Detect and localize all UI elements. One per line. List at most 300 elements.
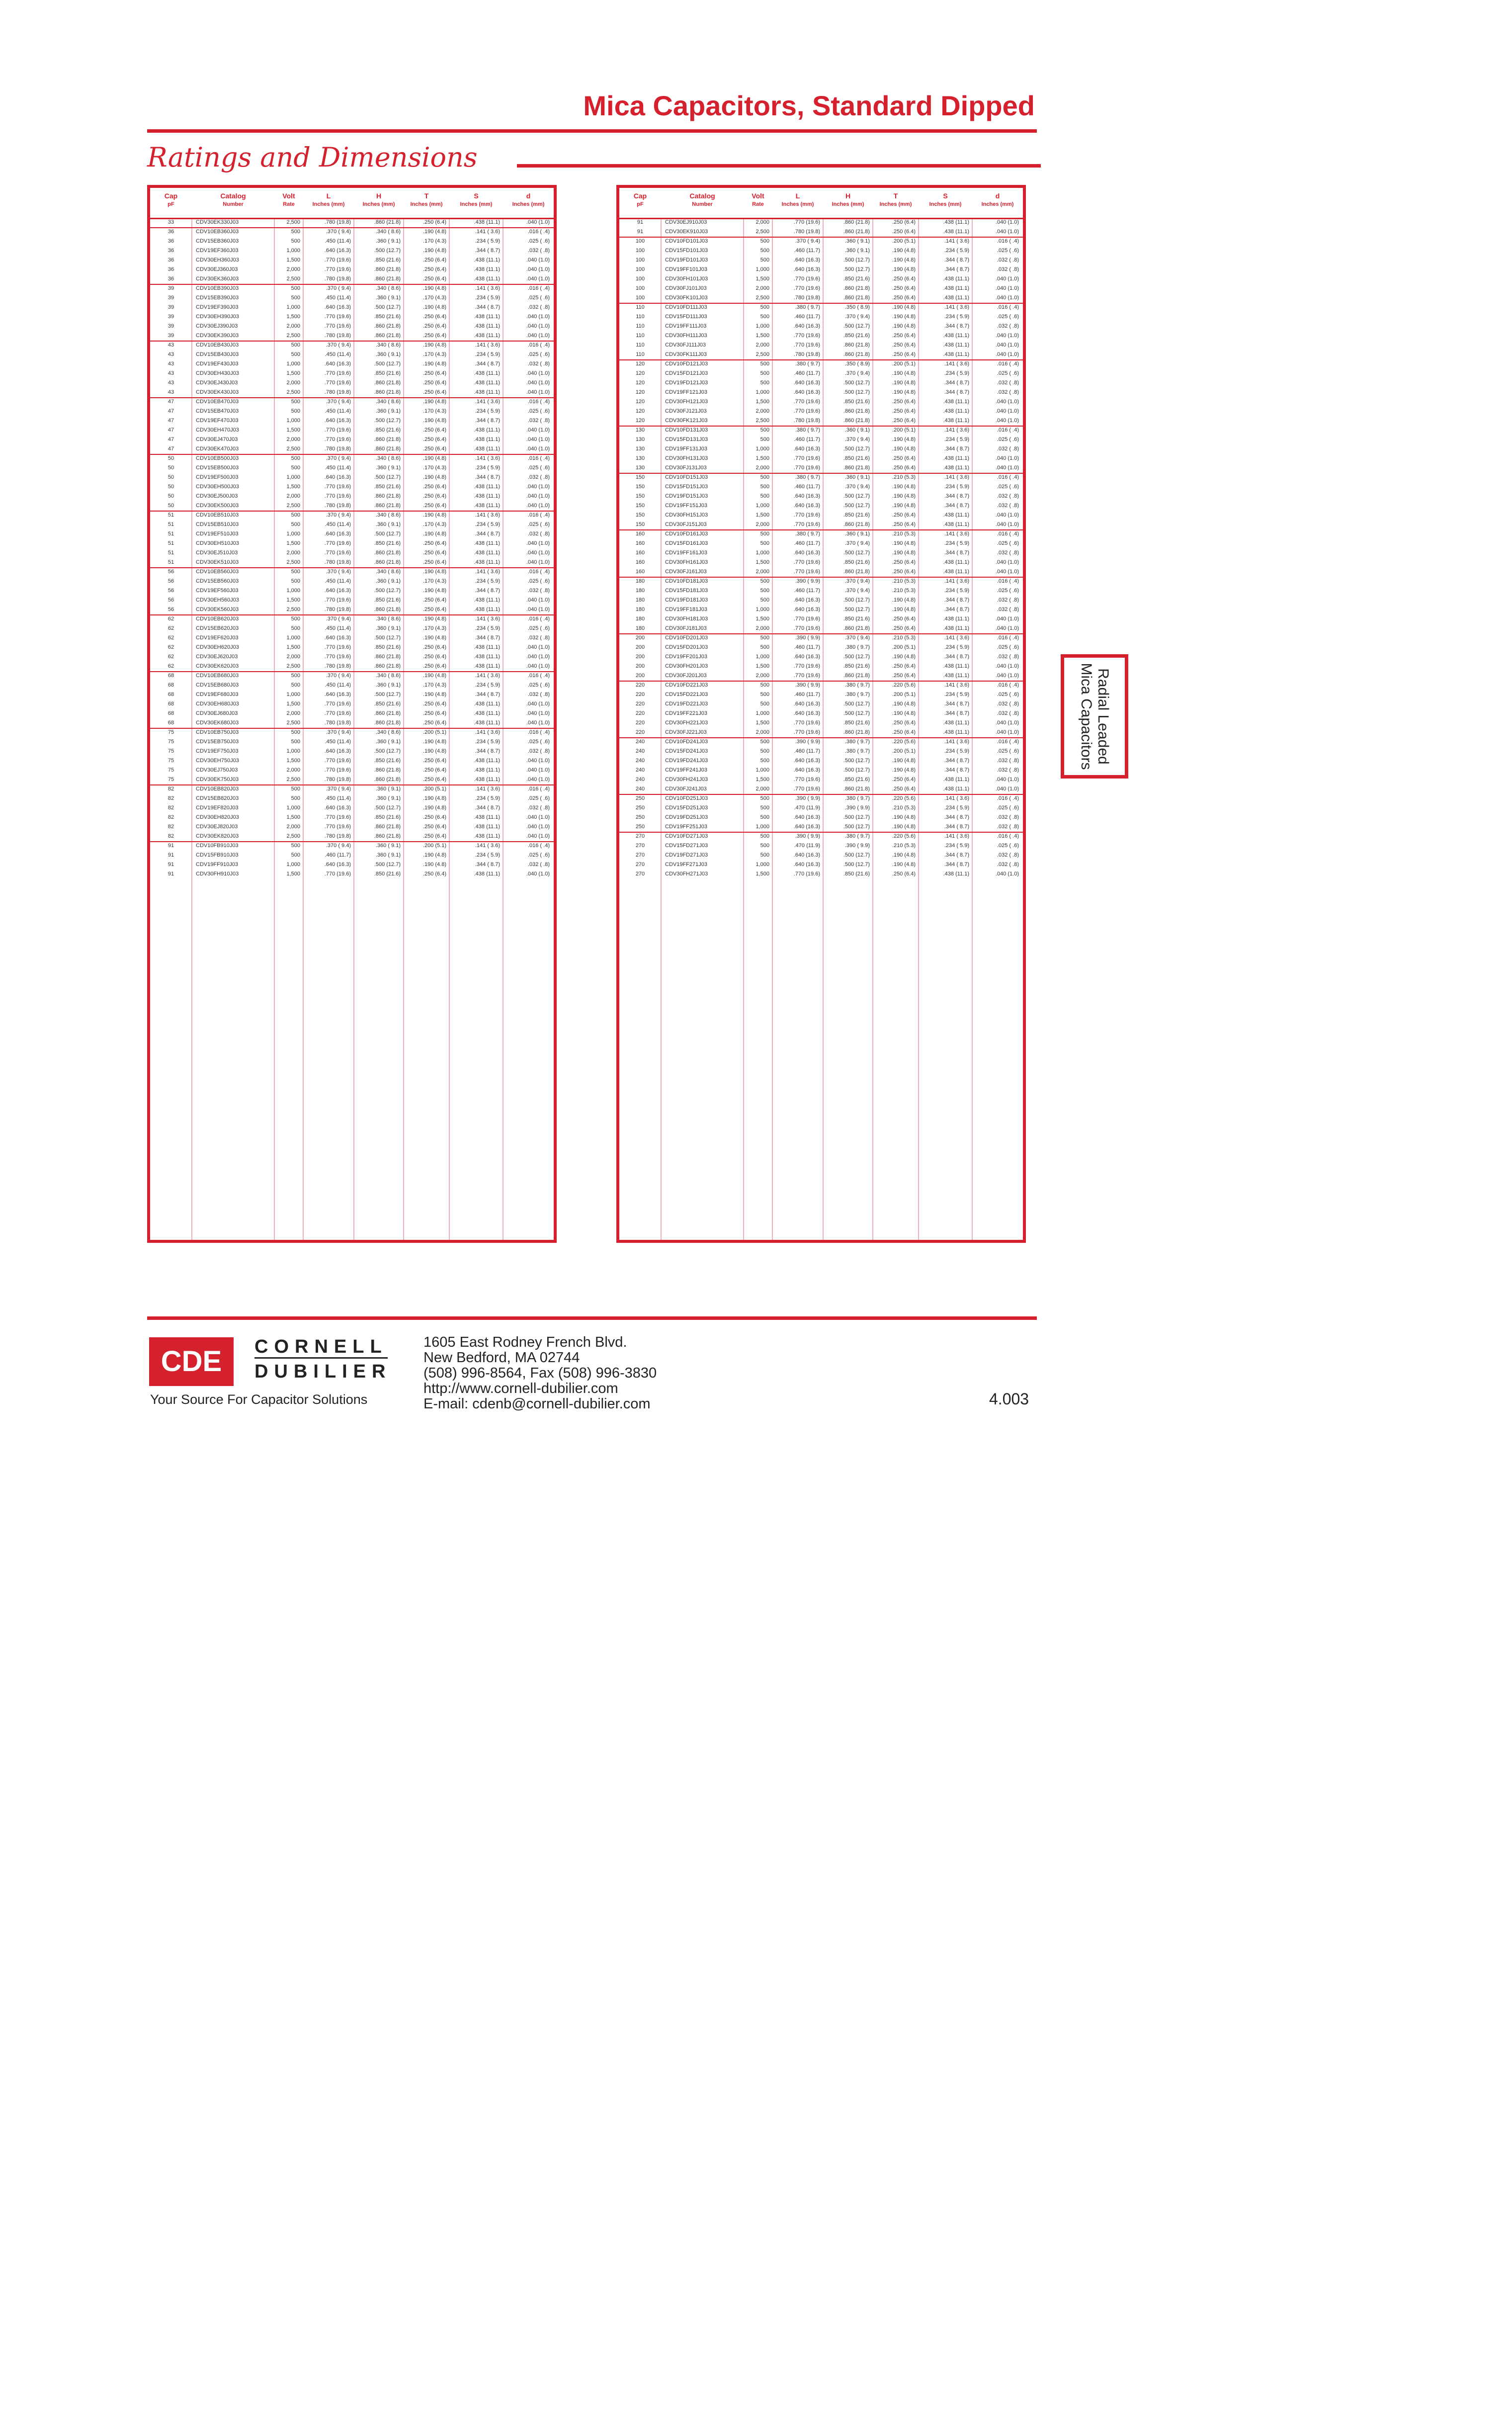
catalog-cell: CDV19EF360J03: [196, 248, 239, 254]
d-cell: .040 (1.0): [995, 521, 1019, 527]
table-row: [619, 548, 1023, 558]
column-header-s: [919, 188, 972, 218]
volt-cell: 1,500: [286, 701, 300, 707]
column-header-label: H: [376, 192, 382, 200]
l-cell: .450 (11.4): [325, 682, 351, 688]
volt-cell: 500: [760, 597, 769, 603]
l-cell: .450 (11.4): [325, 625, 351, 631]
h-cell: .360 ( 9.1): [375, 786, 401, 792]
h-cell: .370 ( 9.4): [844, 314, 870, 320]
l-cell: .640 (16.3): [324, 588, 351, 594]
catalog-cell: CDV30EH390J03: [196, 314, 239, 320]
catalog-cell: CDV30FJ201J03: [665, 673, 707, 679]
s-cell: .438 (11.1): [474, 654, 500, 660]
catalog-cell: CDV19FF101J03: [665, 266, 707, 272]
h-cell: .860 (21.8): [374, 503, 401, 509]
h-cell: .860 (21.8): [843, 786, 870, 792]
s-cell: .141 ( 3.6): [475, 843, 500, 849]
l-cell: .770 (19.6): [324, 597, 351, 603]
table-header: [150, 188, 554, 219]
table-row: [150, 690, 554, 699]
l-cell: .770 (19.6): [793, 673, 820, 679]
catalog-cell: CDV19FF910J03: [196, 862, 238, 867]
table-row: [150, 586, 554, 596]
table-row: [619, 624, 1023, 633]
table-row: [150, 256, 554, 265]
catalog-cell: CDV30EK500J03: [196, 503, 239, 509]
cap-cell: 43: [168, 380, 174, 386]
s-cell: .344 ( 8.7): [944, 824, 969, 830]
s-cell: .141 ( 3.6): [944, 833, 969, 839]
t-cell: .190 (4.8): [892, 862, 916, 867]
d-cell: .040 (1.0): [526, 276, 550, 282]
l-cell: .780 (19.8): [324, 663, 351, 669]
catalog-cell: CDV15FD251J03: [665, 805, 708, 811]
catalog-cell: CDV30EH820J03: [196, 814, 239, 820]
d-cell: .040 (1.0): [526, 389, 550, 395]
h-cell: .860 (21.8): [843, 418, 870, 424]
h-cell: .370 ( 9.4): [844, 484, 870, 490]
column-header-label: T: [893, 192, 898, 200]
cap-cell: 220: [635, 720, 645, 726]
volt-cell: 1,500: [756, 276, 769, 282]
s-cell: .438 (11.1): [943, 351, 969, 357]
table-row: [619, 860, 1023, 869]
volt-cell: 1,500: [286, 427, 300, 433]
h-cell: .360 ( 9.1): [844, 427, 870, 433]
catalog-cell: CDV10EB510J03: [196, 512, 239, 518]
volt-cell: 1,500: [756, 559, 769, 565]
catalog-cell: CDV30EK510J03: [196, 559, 239, 565]
t-cell: .190 (4.8): [892, 370, 916, 376]
table-row: [150, 699, 554, 709]
h-cell: .340 ( 8.6): [375, 569, 401, 575]
s-cell: .438 (11.1): [943, 455, 969, 461]
d-cell: .040 (1.0): [526, 370, 550, 376]
t-cell: .190 (4.8): [892, 814, 916, 820]
catalog-cell: CDV10FD181J03: [665, 578, 708, 584]
t-cell: .210 (5.3): [892, 635, 916, 641]
catalog-cell: CDV30EJ510J03: [196, 550, 238, 556]
column-divider: [191, 218, 192, 1240]
s-cell: .141 ( 3.6): [475, 786, 500, 792]
l-cell: .770 (19.6): [793, 219, 820, 225]
volt-cell: 500: [291, 399, 300, 405]
d-cell: .032 ( .8): [997, 550, 1019, 556]
d-cell: .040 (1.0): [995, 871, 1019, 877]
table-row: [150, 737, 554, 747]
l-cell: .770 (19.6): [324, 654, 351, 660]
t-cell: .190 (4.8): [422, 862, 446, 867]
table-row: [150, 492, 554, 501]
h-cell: .860 (21.8): [374, 446, 401, 452]
s-cell: .438 (11.1): [943, 418, 969, 424]
h-cell: .850 (21.6): [843, 720, 870, 726]
d-cell: .040 (1.0): [995, 418, 1019, 424]
cap-cell: 91: [168, 871, 174, 877]
d-cell: .016 ( .4): [527, 729, 550, 735]
cap-cell: 100: [635, 285, 645, 291]
cap-cell: 160: [635, 569, 645, 575]
l-cell: .370 ( 9.4): [326, 786, 351, 792]
table-row: [150, 766, 554, 775]
catalog-cell: CDV30EH560J03: [196, 597, 239, 603]
ratings-table-left: [147, 185, 557, 1243]
cap-cell: 220: [635, 729, 645, 735]
d-cell: .016 ( .4): [997, 361, 1019, 367]
t-cell: .250 (6.4): [422, 871, 446, 877]
table-row: [150, 397, 554, 407]
catalog-cell: CDV15EB560J03: [196, 578, 239, 584]
column-divider: [918, 218, 919, 1240]
l-cell: .390 ( 9.9): [795, 795, 820, 801]
h-cell: .390 ( 9.9): [844, 843, 870, 849]
s-cell: .438 (11.1): [474, 559, 500, 565]
column-divider: [353, 218, 354, 1240]
h-cell: .850 (21.6): [374, 758, 401, 764]
t-cell: .250 (6.4): [892, 729, 916, 735]
volt-cell: 2,000: [286, 436, 300, 442]
s-cell: .438 (11.1): [474, 824, 500, 830]
t-cell: .190 (4.8): [892, 380, 916, 386]
column-divider: [872, 218, 873, 1240]
column-header-unit: Inches (mm): [832, 201, 864, 207]
table-row: [619, 784, 1023, 794]
footer-rule: [147, 1316, 1037, 1320]
s-cell: .344 ( 8.7): [475, 862, 500, 867]
catalog-cell: CDV19EF680J03: [196, 692, 239, 697]
table-header: [619, 188, 1023, 219]
d-cell: .032 ( .8): [527, 531, 550, 537]
l-cell: .370 ( 9.4): [326, 229, 351, 235]
h-cell: .500 (12.7): [843, 380, 870, 386]
l-cell: .780 (19.8): [324, 559, 351, 565]
d-cell: .040 (1.0): [995, 786, 1019, 792]
volt-cell: 1,500: [286, 644, 300, 650]
t-cell: .170 (4.3): [422, 465, 446, 471]
volt-cell: 1,000: [756, 710, 769, 716]
table-row: [150, 822, 554, 832]
table-row: [619, 822, 1023, 832]
s-cell: .141 ( 3.6): [475, 512, 500, 518]
table-row: [150, 463, 554, 473]
t-cell: .250 (6.4): [892, 399, 916, 405]
table-row: [619, 690, 1023, 699]
h-cell: .850 (21.6): [374, 701, 401, 707]
h-cell: .860 (21.8): [374, 654, 401, 660]
s-cell: .438 (11.1): [474, 607, 500, 612]
h-cell: .850 (21.6): [843, 512, 870, 518]
l-cell: .390 ( 9.9): [795, 578, 820, 584]
s-cell: .344 ( 8.7): [944, 862, 969, 867]
s-cell: .344 ( 8.7): [944, 758, 969, 764]
cap-cell: 240: [635, 739, 645, 745]
s-cell: .344 ( 8.7): [475, 248, 500, 254]
volt-cell: 2,000: [286, 493, 300, 499]
cap-cell: 240: [635, 758, 645, 764]
d-cell: .032 ( .8): [527, 361, 550, 367]
d-cell: .040 (1.0): [995, 285, 1019, 291]
l-cell: .450 (11.4): [325, 465, 351, 471]
volt-cell: 1,500: [286, 540, 300, 546]
cap-cell: 120: [635, 370, 645, 376]
d-cell: .040 (1.0): [526, 436, 550, 442]
d-cell: .040 (1.0): [995, 625, 1019, 631]
d-cell: .025 ( .6): [527, 238, 550, 244]
d-cell: .040 (1.0): [526, 710, 550, 716]
d-cell: .016 ( .4): [997, 427, 1019, 433]
cap-cell: 39: [168, 323, 174, 329]
volt-cell: 2,000: [756, 408, 769, 414]
catalog-cell: CDV15FD271J03: [665, 843, 708, 849]
h-cell: .860 (21.8): [843, 351, 870, 357]
table-row: [619, 671, 1023, 681]
d-cell: .032 ( .8): [997, 607, 1019, 612]
h-cell: .860 (21.8): [843, 219, 870, 225]
h-cell: .380 ( 9.7): [844, 748, 870, 754]
cap-cell: 130: [635, 455, 645, 461]
s-cell: .438 (11.1): [943, 663, 969, 669]
t-cell: .190 (4.8): [422, 588, 446, 594]
catalog-cell: CDV19FD251J03: [665, 814, 708, 820]
catalog-cell: CDV30EK330J03: [196, 219, 239, 225]
email-link[interactable]: E-mail: cdenb@cornell-dubilier.com: [423, 1396, 651, 1412]
h-cell: .860 (21.8): [374, 550, 401, 556]
s-cell: .438 (11.1): [474, 767, 500, 773]
catalog-cell: CDV30EJ470J03: [196, 436, 238, 442]
table-row: [619, 709, 1023, 718]
table-row: [619, 596, 1023, 605]
d-cell: .025 ( .6): [997, 805, 1019, 811]
catalog-cell: CDV10EB750J03: [196, 729, 239, 735]
l-cell: .780 (19.8): [324, 446, 351, 452]
table-row: [150, 435, 554, 444]
t-cell: .190 (4.8): [892, 484, 916, 490]
s-cell: .234 ( 5.9): [475, 521, 500, 527]
s-cell: .141 ( 3.6): [475, 285, 500, 291]
h-cell: .860 (21.8): [843, 408, 870, 414]
table-row: [150, 605, 554, 614]
s-cell: .141 ( 3.6): [475, 229, 500, 235]
catalog-cell: CDV10FD101J03: [665, 238, 708, 244]
table-row: [150, 312, 554, 322]
volt-cell: 1,000: [286, 304, 300, 310]
table-body: [619, 218, 1023, 1240]
s-cell: .344 ( 8.7): [944, 323, 969, 329]
cap-cell: 240: [635, 767, 645, 773]
s-cell: .234 ( 5.9): [944, 692, 969, 697]
s-cell: .344 ( 8.7): [944, 767, 969, 773]
volt-cell: 500: [760, 701, 769, 707]
t-cell: .190 (4.8): [422, 805, 446, 811]
t-cell: .210 (5.3): [892, 578, 916, 584]
table-row: [619, 511, 1023, 520]
h-cell: .860 (21.8): [843, 625, 870, 631]
column-header-label: Cap: [633, 192, 647, 200]
website-link[interactable]: http://www.cornell-dubilier.com: [423, 1381, 618, 1396]
table-row: [619, 303, 1023, 312]
h-cell: .340 ( 8.6): [375, 455, 401, 461]
t-cell: .250 (6.4): [892, 455, 916, 461]
column-header-label: S: [474, 192, 479, 200]
cap-cell: 50: [168, 484, 174, 490]
volt-cell: 2,500: [286, 219, 300, 225]
l-cell: .640 (16.3): [324, 531, 351, 537]
s-cell: .344 ( 8.7): [944, 550, 969, 556]
table-row: [619, 737, 1023, 747]
s-cell: .438 (11.1): [943, 777, 969, 782]
volt-cell: 500: [291, 569, 300, 575]
volt-cell: 500: [760, 493, 769, 499]
d-cell: .040 (1.0): [526, 493, 550, 499]
s-cell: .344 ( 8.7): [475, 692, 500, 697]
d-cell: .040 (1.0): [995, 408, 1019, 414]
d-cell: .032 ( .8): [527, 805, 550, 811]
t-cell: .250 (6.4): [892, 559, 916, 565]
cap-cell: 91: [168, 843, 174, 849]
l-cell: .640 (16.3): [793, 257, 820, 263]
table-row: [619, 369, 1023, 378]
top-rule: [147, 129, 1037, 133]
d-cell: .032 ( .8): [997, 446, 1019, 452]
l-cell: .770 (19.6): [793, 616, 820, 622]
table-row: [619, 350, 1023, 359]
d-cell: .032 ( .8): [997, 767, 1019, 773]
catalog-cell: CDV30FJ121J03: [665, 408, 707, 414]
d-cell: .025 ( .6): [997, 314, 1019, 320]
l-cell: .640 (16.3): [324, 748, 351, 754]
d-cell: .016 ( .4): [527, 673, 550, 679]
volt-cell: 500: [760, 540, 769, 546]
l-cell: .380 ( 9.7): [795, 361, 820, 367]
d-cell: .016 ( .4): [997, 304, 1019, 310]
catalog-cell: CDV15EB430J03: [196, 351, 239, 357]
cde-logo: CDE: [149, 1337, 234, 1386]
s-cell: .344 ( 8.7): [944, 852, 969, 858]
t-cell: .190 (4.8): [892, 266, 916, 272]
cap-cell: 47: [168, 427, 174, 433]
volt-cell: 2,000: [286, 710, 300, 716]
l-cell: .770 (19.6): [793, 333, 820, 339]
volt-cell: 500: [760, 748, 769, 754]
t-cell: .190 (4.8): [892, 323, 916, 329]
l-cell: .370 ( 9.4): [326, 285, 351, 291]
d-cell: .040 (1.0): [526, 540, 550, 546]
catalog-cell: CDV10FD201J03: [665, 635, 708, 641]
t-cell: .250 (6.4): [892, 229, 916, 235]
cap-cell: 150: [635, 521, 645, 527]
catalog-cell: CDV30EH620J03: [196, 644, 239, 650]
table-body: [150, 218, 554, 1240]
h-cell: .360 ( 9.1): [375, 625, 401, 631]
company-address: [423, 1335, 657, 1412]
l-cell: .770 (19.6): [324, 644, 351, 650]
catalog-cell: CDV19EF470J03: [196, 418, 239, 424]
t-cell: .170 (4.3): [422, 238, 446, 244]
volt-cell: 500: [760, 304, 769, 310]
volt-cell: 2,500: [286, 720, 300, 726]
l-cell: .770 (19.6): [793, 455, 820, 461]
l-cell: .770 (19.6): [793, 342, 820, 348]
table-row: [619, 407, 1023, 416]
column-divider: [503, 218, 504, 1240]
volt-cell: 500: [291, 682, 300, 688]
h-cell: .360 ( 9.1): [844, 248, 870, 254]
volt-cell: 2,000: [756, 465, 769, 471]
h-cell: .380 ( 9.7): [844, 833, 870, 839]
volt-cell: 500: [291, 465, 300, 471]
table-row: [150, 426, 554, 435]
d-cell: .032 ( .8): [997, 814, 1019, 820]
t-cell: .220 (5.6): [892, 833, 916, 839]
side-tab-line: Mica Capacitors: [1078, 663, 1094, 770]
catalog-cell: CDV19FF271J03: [665, 862, 707, 867]
volt-cell: 2,500: [286, 446, 300, 452]
h-cell: .500 (12.7): [843, 607, 870, 612]
table-row: [619, 633, 1023, 643]
catalog-cell: CDV19EF820J03: [196, 805, 239, 811]
t-cell: .250 (6.4): [422, 493, 446, 499]
table-row: [619, 388, 1023, 397]
table-row: [150, 265, 554, 274]
catalog-cell: CDV30FH910J03: [196, 871, 239, 877]
cap-cell: 200: [635, 663, 645, 669]
cap-cell: 240: [635, 777, 645, 782]
s-cell: .234 ( 5.9): [475, 578, 500, 584]
d-cell: .040 (1.0): [526, 644, 550, 650]
volt-cell: 500: [760, 484, 769, 490]
column-divider: [823, 218, 824, 1240]
t-cell: .250 (6.4): [422, 257, 446, 263]
volt-cell: 2,500: [286, 607, 300, 612]
s-cell: .438 (11.1): [474, 389, 500, 395]
s-cell: .344 ( 8.7): [475, 361, 500, 367]
column-header-unit: Inches (mm): [512, 201, 545, 207]
cap-cell: 220: [635, 701, 645, 707]
t-cell: .250 (6.4): [422, 219, 446, 225]
cap-cell: 56: [168, 597, 174, 603]
t-cell: .250 (6.4): [892, 521, 916, 527]
volt-cell: 1,500: [756, 616, 769, 622]
cap-cell: 43: [168, 342, 174, 348]
h-cell: .850 (21.6): [374, 644, 401, 650]
t-cell: .190 (4.8): [422, 361, 446, 367]
l-cell: .780 (19.8): [324, 333, 351, 339]
volt-cell: 1,500: [756, 512, 769, 518]
s-cell: .438 (11.1): [943, 616, 969, 622]
h-cell: .860 (21.8): [374, 219, 401, 225]
t-cell: .190 (4.8): [422, 304, 446, 310]
table-row: [619, 718, 1023, 728]
address-line: 1605 East Rodney French Blvd.: [423, 1334, 627, 1350]
d-cell: .040 (1.0): [526, 333, 550, 339]
t-cell: .190 (4.8): [892, 767, 916, 773]
t-cell: .200 (5.1): [422, 843, 446, 849]
d-cell: .040 (1.0): [526, 767, 550, 773]
cap-cell: 130: [635, 465, 645, 471]
t-cell: .250 (6.4): [422, 323, 446, 329]
volt-cell: 500: [291, 786, 300, 792]
volt-cell: 500: [760, 257, 769, 263]
h-cell: .860 (21.8): [374, 276, 401, 282]
h-cell: .860 (21.8): [374, 833, 401, 839]
l-cell: .780 (19.8): [324, 276, 351, 282]
catalog-cell: CDV30EK470J03: [196, 446, 239, 452]
d-cell: .032 ( .8): [997, 824, 1019, 830]
table-row: [619, 359, 1023, 369]
cap-cell: 36: [168, 248, 174, 254]
h-cell: .500 (12.7): [843, 503, 870, 509]
